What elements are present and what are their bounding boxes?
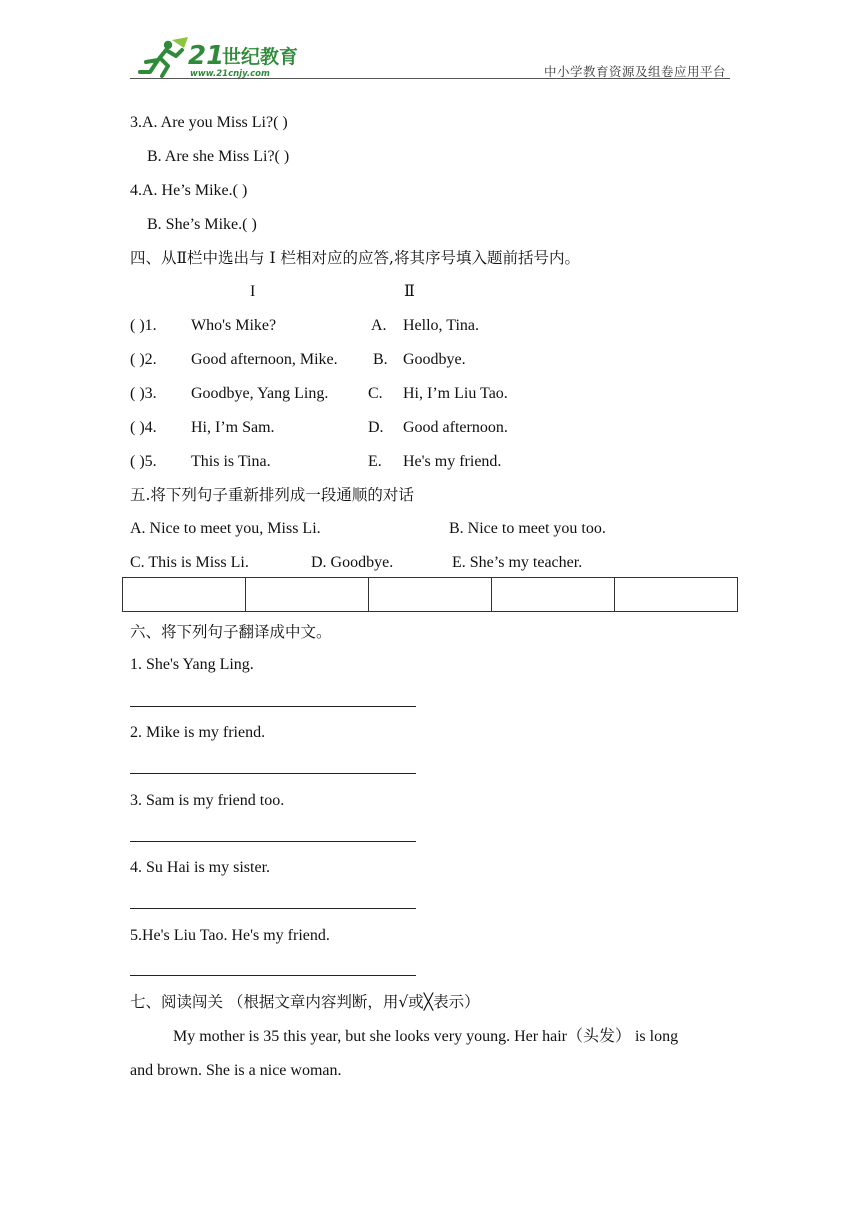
- runner-icon: [140, 37, 188, 76]
- svg-text:21: 21: [188, 41, 225, 71]
- match-bracket: ( )4.: [130, 419, 157, 436]
- translate-item: 1. She's Yang Ling.: [130, 656, 254, 673]
- part7-title: 七、阅读闯关 （根据文章内容判断，用√或╳表示）: [130, 993, 480, 1011]
- q3b: B. Are she Miss Li?( ): [147, 148, 290, 165]
- match-bracket: ( )2.: [130, 351, 157, 368]
- match-question: Who's Mike?: [191, 317, 277, 334]
- logo-21cnjy: [138, 36, 318, 80]
- match-answer: Hello, Tina.: [403, 317, 480, 334]
- answer-line[interactable]: [130, 975, 416, 976]
- answer-line[interactable]: [130, 706, 416, 707]
- answer-cell[interactable]: [246, 578, 369, 612]
- answer-cell[interactable]: [615, 578, 738, 612]
- match-question: Hi, I’m Sam.: [191, 419, 275, 436]
- part6-title: 六、将下列句子翻译成中文。: [130, 623, 332, 641]
- translate-item: 3. Sam is my friend too.: [130, 792, 285, 809]
- q4a: 4.A. He’s Mike.( ): [130, 182, 248, 199]
- reading-line-2: and brown. She is a nice woman.: [130, 1062, 342, 1079]
- match-letter: D.: [368, 419, 384, 436]
- translate-item: 5.He's Liu Tao. He's my friend.: [130, 927, 330, 944]
- match-answer: He's my friend.: [403, 453, 502, 470]
- match-letter: A.: [371, 317, 387, 334]
- sentence-b: B. Nice to meet you too.: [449, 520, 606, 537]
- match-question: Goodbye, Yang Ling.: [191, 385, 329, 402]
- translate-item: 4. Su Hai is my sister.: [130, 859, 271, 876]
- answer-line[interactable]: [130, 908, 416, 909]
- svg-text:世纪教育: 世纪教育: [222, 46, 299, 68]
- match-question: Good afternoon, Mike.: [191, 351, 338, 368]
- match-question: This is Tina.: [191, 453, 271, 470]
- part4-title: 四、从Ⅱ栏中选出与 I 栏相对应的应答,将其序号填入题前括号内。: [130, 249, 580, 267]
- match-letter: C.: [368, 385, 383, 402]
- answer-line[interactable]: [130, 841, 416, 842]
- sentence-a: A. Nice to meet you, Miss Li.: [130, 520, 321, 537]
- answer-cell[interactable]: [123, 578, 246, 612]
- order-answer-table: [122, 577, 738, 612]
- answer-cell[interactable]: [492, 578, 615, 612]
- col1-header: I: [250, 283, 256, 300]
- q3a: 3.A. Are you Miss Li?( ): [130, 114, 288, 131]
- sentence-e: E. She’s my teacher.: [452, 554, 583, 571]
- sentence-d: D. Goodbye.: [311, 554, 394, 571]
- match-answer: Goodbye.: [403, 351, 466, 368]
- col2-header: Ⅱ: [404, 283, 415, 300]
- match-letter: B.: [373, 351, 388, 368]
- answer-line[interactable]: [130, 773, 416, 774]
- match-bracket: ( )5.: [130, 453, 157, 470]
- platform-caption: 中小学教育资源及组卷应用平台: [544, 64, 727, 79]
- part5-title: 五.将下列句子重新排列成一段通顺的对话: [130, 486, 414, 504]
- header-rule: [130, 78, 730, 79]
- answer-cell[interactable]: [369, 578, 492, 612]
- q4b: B. She’s Mike.( ): [147, 216, 257, 233]
- svg-text:www.21cnjy.com: www.21cnjy.com: [190, 69, 270, 79]
- translate-item: 2. Mike is my friend.: [130, 724, 266, 741]
- match-answer: Good afternoon.: [403, 419, 508, 436]
- match-bracket: ( )3.: [130, 385, 157, 402]
- match-answer: Hi, I’m Liu Tao.: [403, 385, 508, 402]
- match-letter: E.: [368, 453, 382, 470]
- match-bracket: ( )1.: [130, 317, 157, 334]
- sentence-c: C. This is Miss Li.: [130, 554, 249, 571]
- reading-line-1: My mother is 35 this year, but she looks very young. Her hair（头发） is long: [173, 1028, 679, 1045]
